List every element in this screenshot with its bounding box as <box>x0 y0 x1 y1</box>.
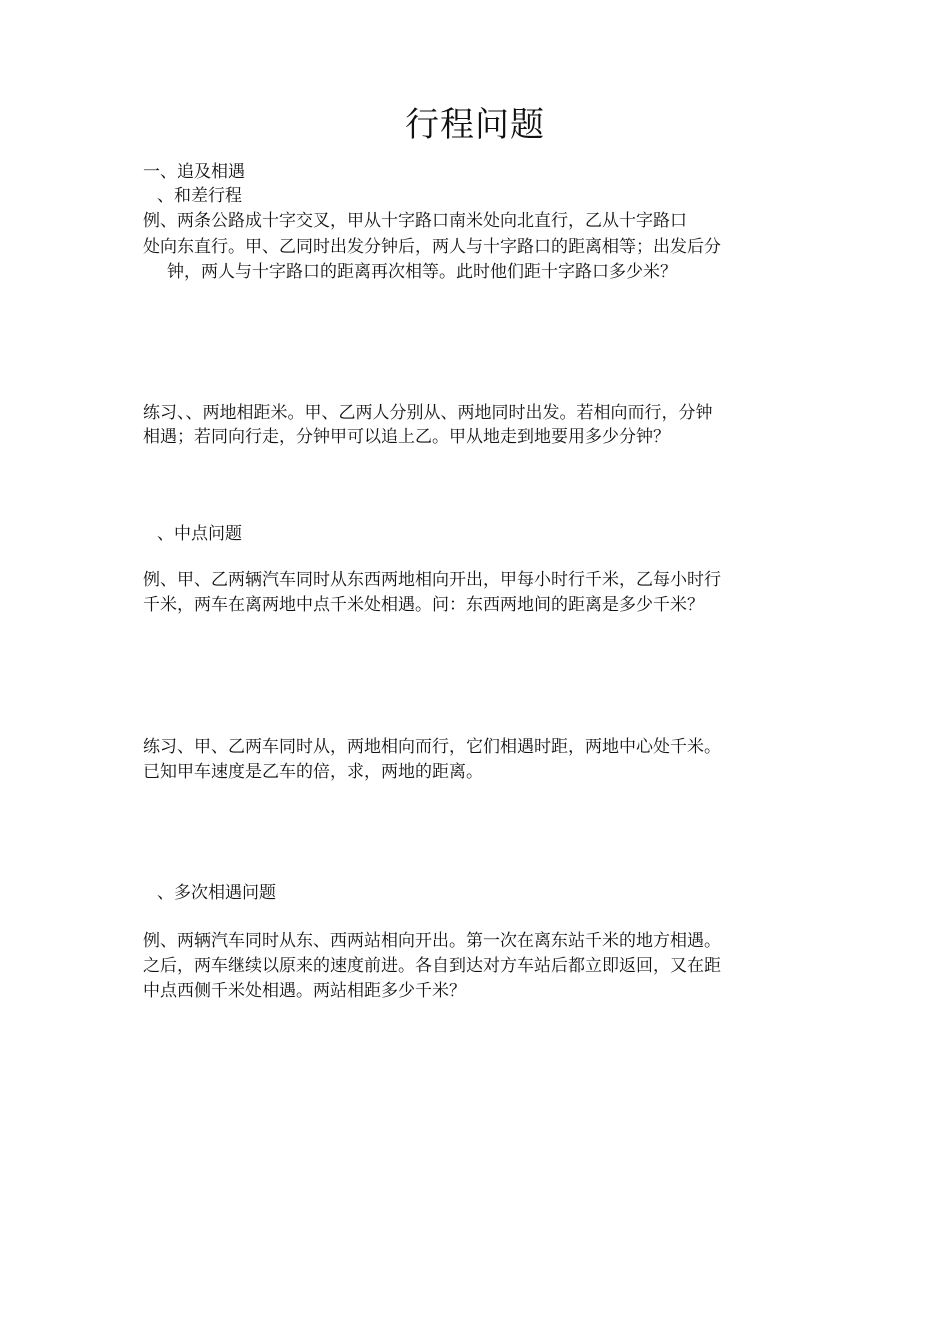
example-3-line-1: 例、两辆汽车同时从东、西两站相向开出。第一次在离东站千米的地方相遇。 <box>143 931 721 951</box>
example-2-line-2: 千米，两车在离两地中点千米处相遇。问：东西两地间的距离是多少千米？ <box>143 595 704 615</box>
section-heading-chase-meet: 一、追及相遇 <box>143 162 245 182</box>
example-1-line-1: 例、两条公路成十字交叉，甲从十字路口南米处向北直行，乙从十字路口 <box>143 211 687 231</box>
practice-2-line-1: 练习、甲、乙两车同时从，两地相向而行，它们相遇时距，两地中心处千米。 <box>143 737 721 757</box>
example-3-line-3: 中点西侧千米处相遇。两站相距多少千米？ <box>143 981 466 1001</box>
subheading-sum-difference: 、和差行程 <box>157 186 242 206</box>
example-1-line-2: 处向东直行。甲、乙同时出发分钟后，两人与十字路口的距离相等；出发后分 <box>143 237 721 257</box>
section-heading-midpoint: 、中点问题 <box>157 524 242 544</box>
practice-1-line-1: 练习、、两地相距米。甲、乙两人分别从、两地同时出发。若相向而行，分钟 <box>143 403 713 423</box>
document-title: 行程问题 <box>405 105 545 145</box>
example-2-line-1: 例、甲、乙两辆汽车同时从东西两地相向开出，甲每小时行千米，乙每小时行 <box>143 570 721 590</box>
example-3-line-2: 之后，两车继续以原来的速度前进。各自到达对方车站后都立即返回，又在距 <box>143 956 721 976</box>
section-heading-multiple-meetings: 、多次相遇问题 <box>157 883 276 903</box>
practice-2-line-2: 已知甲车速度是乙车的倍，求，两地的距离。 <box>143 762 483 782</box>
example-1-line-3: 钟，两人与十字路口的距离再次相等。此时他们距十字路口多少米？ <box>167 262 677 282</box>
practice-1-line-2: 相遇；若同向行走，分钟甲可以追上乙。甲从地走到地要用多少分钟？ <box>143 427 670 447</box>
